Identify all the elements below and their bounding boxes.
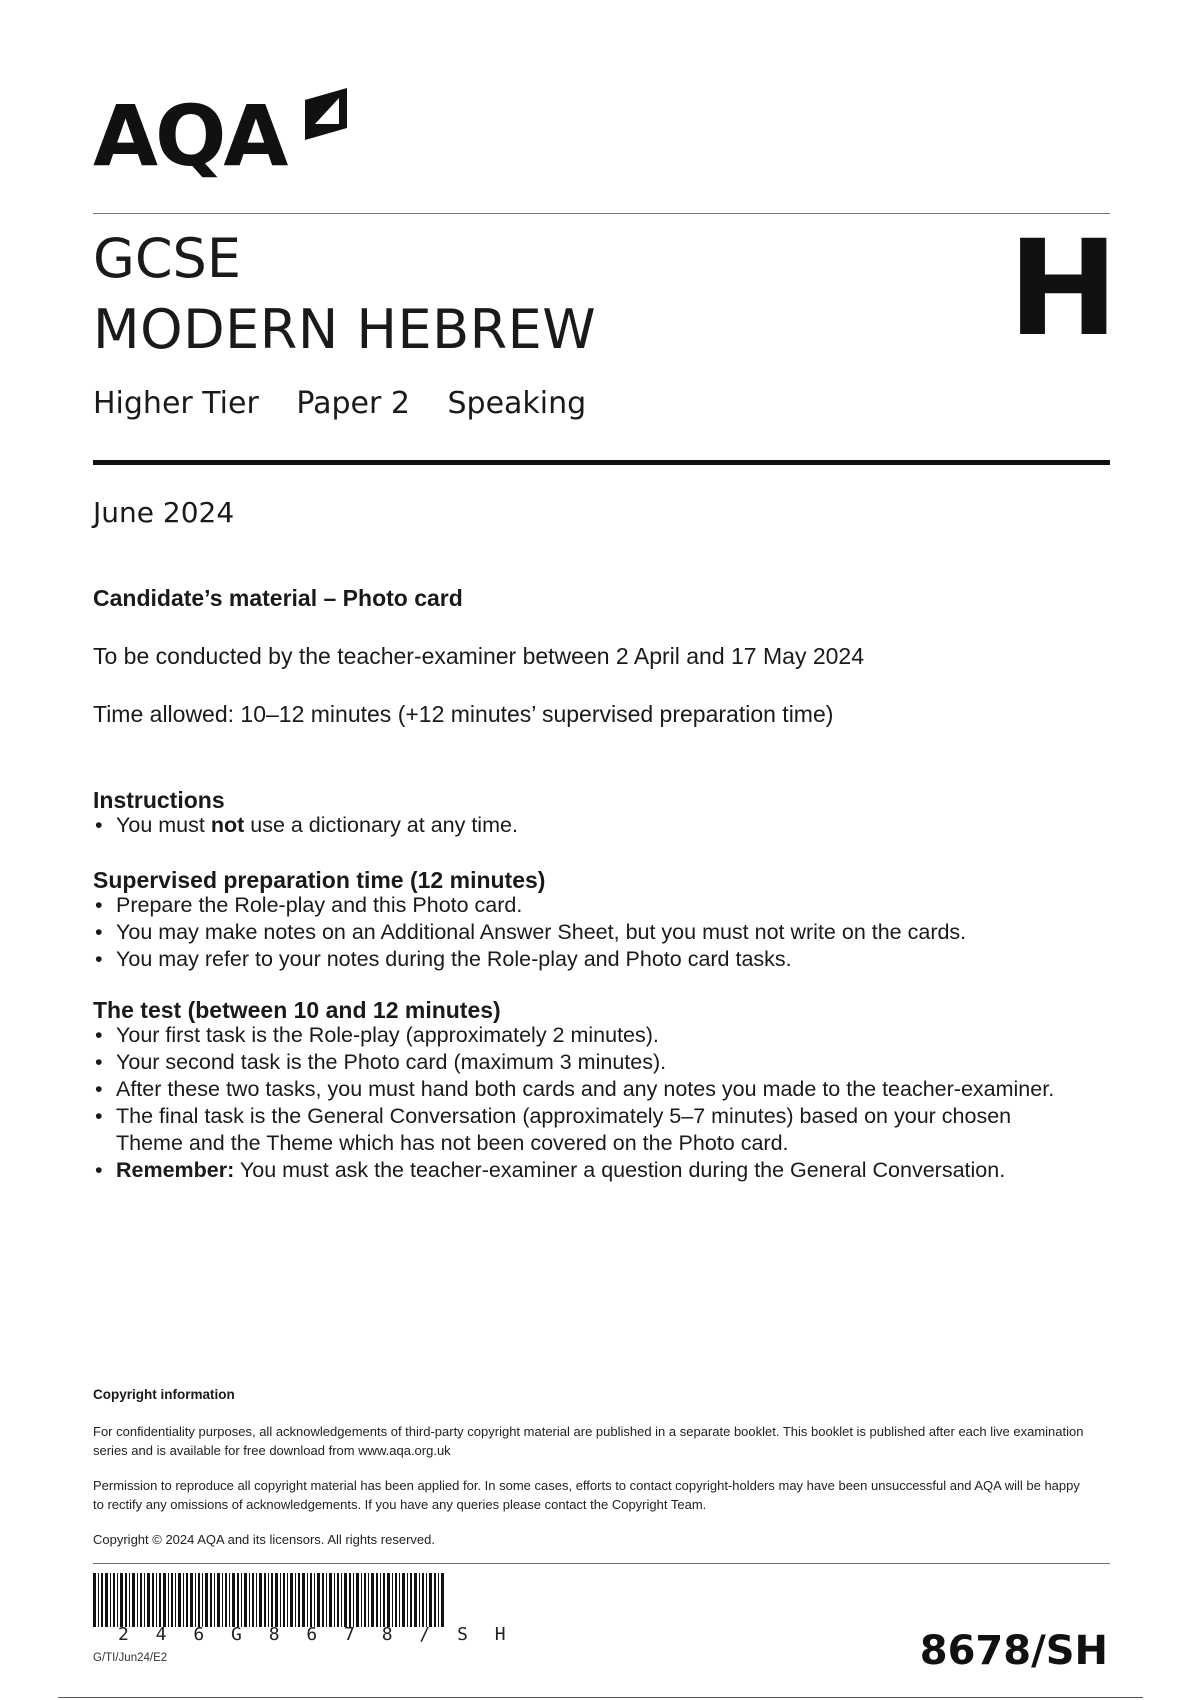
list-item: • After these two tasks, you must hand both cards and any notes you made to the teacher-examiner. <box>93 1076 1113 1103</box>
header-divider <box>93 213 1110 214</box>
barcode-image <box>93 1573 445 1627</box>
instructions-list <box>93 812 1113 839</box>
paper-details <box>93 386 614 421</box>
list-item: • Prepare the Role-play and this Photo card. <box>93 892 1113 919</box>
material-label: Candidate’s material – Photo card <box>93 585 463 611</box>
test-heading: The test (between 10 and 12 minutes) <box>93 997 501 1023</box>
subject-title: MODERN HEBREW <box>93 298 597 361</box>
list-item: • Your first task is the Role-play (approximately 2 minutes). <box>93 1022 1113 1049</box>
test-list <box>93 1022 1113 1184</box>
list-item: • The final task is the General Conversation (approximately 5–7 minutes) based on your chosen Theme and the Theme which has not been covered on the Photo card. <box>93 1103 1056 1157</box>
preparation-list <box>93 892 1113 973</box>
list-item: • Remember: You must ask the teacher-examiner a question during the General Conversation. <box>93 1157 1113 1184</box>
list-item: • You may make notes on an Additional Answer Sheet, but you must not write on the cards. <box>93 919 1113 946</box>
tier-label: Higher Tier <box>93 386 259 421</box>
footer-divider <box>93 1563 1110 1564</box>
list-item: • Your second task is the Photo card (maximum 3 minutes). <box>93 1049 1113 1076</box>
copyright-heading: Copyright information <box>93 1387 235 1402</box>
page-bottom-rule <box>58 1697 1143 1698</box>
tier-letter: H <box>1008 212 1119 366</box>
list-item: • You must not use a dictionary at any time. <box>93 812 1113 839</box>
logo-mark-icon <box>297 88 355 142</box>
time-allowed: Time allowed: 10–12 minutes (+12 minutes’ supervised preparation time) <box>93 701 834 727</box>
barcode-digits: 2 4 6 G 8 6 7 8 / S H <box>118 1624 514 1645</box>
exam-date: June 2024 <box>93 496 235 529</box>
copyright-para-1: For confidentiality purposes, all acknowledgements of third-party copyright material are published in a separate booklet. This booklet is published after each live examination series and is available for free download from www.aqa.org.uk <box>93 1424 1084 1458</box>
paper-code: 8678/SH <box>919 1628 1108 1674</box>
copyright-para-2: Permission to reproduce all copyright material has been applied for. In some cases, efforts to contact copyright-holders may have been unsuccessful and AQA will be happy to rectify any omissions of acknowledgements. If you have any queries please contact the Copyright Team. <box>93 1478 1080 1512</box>
logo-text: AQA <box>93 87 286 185</box>
preparation-heading: Supervised preparation time (12 minutes) <box>93 867 546 893</box>
aqa-logo <box>93 88 363 188</box>
list-item: • You may refer to your notes during the Role-play and Photo card tasks. <box>93 946 1113 973</box>
conduct-dates: To be conducted by the teacher-examiner between 2 April and 17 May 2024 <box>93 643 864 669</box>
paper-label: Paper 2 <box>296 386 410 421</box>
component-label: Speaking <box>447 386 587 421</box>
copyright-para-3: Copyright © 2024 AQA and its licensors. All rights reserved. <box>93 1532 435 1547</box>
qualification-title: GCSE <box>93 227 241 290</box>
instructions-heading: Instructions <box>93 787 225 813</box>
barcode-icon <box>93 1573 445 1627</box>
title-divider <box>93 460 1110 465</box>
document-reference: G/TI/Jun24/E2 <box>93 1652 168 1664</box>
